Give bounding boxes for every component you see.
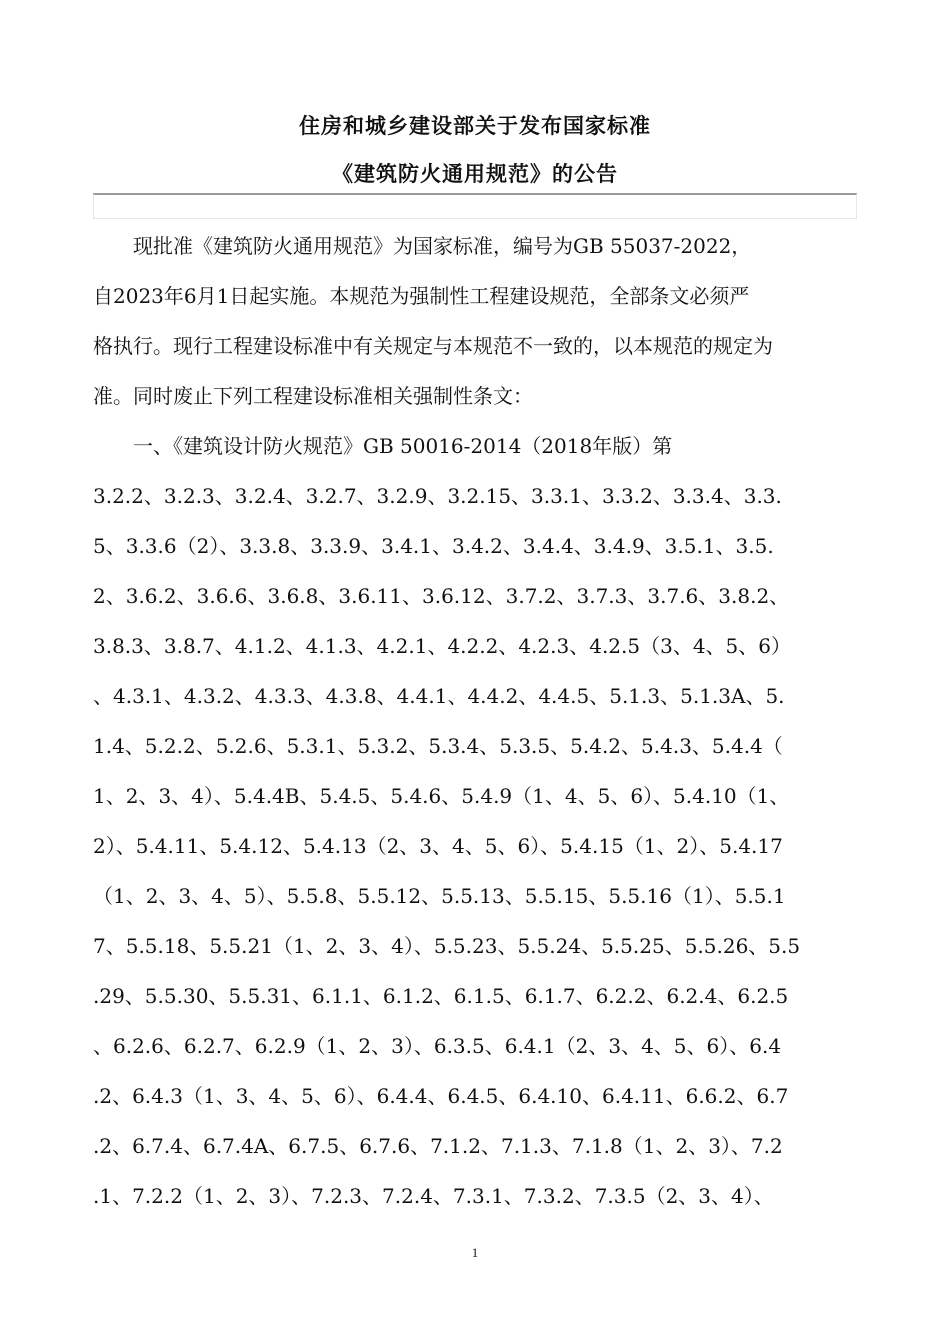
announcement-title-line-1: 住房和城乡建设部关于发布国家标准: [299, 114, 651, 138]
body-text-line: 1、2、3、4）、5.4.4B、5.4.5、5.4.6、5.4.9（1、4、5、6）、5.4.10（1、: [93, 784, 790, 808]
body-text-line: 2）、5.4.11、5.4.12、5.4.13（2、3、4、5、6）、5.4.15（1、2）、5.4.17: [93, 834, 783, 858]
body-text-line: 5、3.3.6（2）、3.3.8、3.3.9、3.4.1、3.4.2、3.4.4、3.4.9、3.5.1、3.5.: [93, 534, 774, 558]
body-text-line: 1.4、5.2.2、5.2.6、5.3.1、5.3.2、5.3.4、5.3.5、5.4.2、5.4.3、5.4.4（: [93, 734, 783, 758]
body-text-line: 准。同时废止下列工程建设标准相关强制性条文：: [93, 384, 533, 408]
header-box: [93, 194, 857, 219]
body-text-line: .2、6.4.3（1、3、4、5、6）、6.4.4、6.4.5、6.4.10、6.4.11、6.6.2、6.7: [93, 1084, 789, 1108]
announcement-title-line-2: 《建筑防火通用规范》的公告: [332, 162, 618, 186]
body-text-line: （1、2、3、4、5）、5.5.8、5.5.12、5.5.13、5.5.15、5.5.16（1）、5.5.1: [93, 884, 786, 908]
body-text-line: 自2023年6月1日起实施。本规范为强制性工程建设规范，全部条文必须严: [93, 284, 750, 308]
body-text-line: 3.2.2、3.2.3、3.2.4、3.2.7、3.2.9、3.2.15、3.3.1、3.3.2、3.3.4、3.3.: [93, 484, 782, 508]
page-number: 1: [471, 1245, 479, 1260]
body-text-line: 、4.3.1、4.3.2、4.3.3、4.3.8、4.4.1、4.4.2、4.4.5、5.1.3、5.1.3A、5.: [93, 684, 785, 708]
body-text-line: .1、7.2.2（1、2、3）、7.2.3、7.2.4、7.3.1、7.3.2、7.3.5（2、3、4）、: [93, 1184, 774, 1208]
body-text-line: 3.8.3、3.8.7、4.1.2、4.1.3、4.2.1、4.2.2、4.2.3、4.2.5（3、4、5、6）: [93, 634, 792, 658]
body-text-line: 7、5.5.18、5.5.21（1、2、3、4）、5.5.23、5.5.24、5.5.25、5.5.26、5.5: [93, 934, 801, 958]
body-text-line: 一、《建筑设计防火规范》GB 50016-2014（2018年版）第: [93, 434, 673, 458]
body-text-line: .2、6.7.4、6.7.4A、6.7.5、6.7.6、7.1.2、7.1.3、7.1.8（1、2、3）、7.2: [93, 1134, 783, 1158]
body-text-line: 格执行。现行工程建设标准中有关规定与本规范不一致的，以本规范的规定为: [93, 334, 773, 358]
body-text-line: 现批准《建筑防火通用规范》为国家标准，编号为GB 55037-2022，: [93, 234, 752, 258]
body-text-line: .29、5.5.30、5.5.31、6.1.1、6.1.2、6.1.5、6.1.7、6.2.2、6.2.4、6.2.5: [93, 984, 789, 1008]
body-text-line: 、6.2.6、6.2.7、6.2.9（1、2、3）、6.3.5、6.4.1（2、3、4、5、6）、6.4: [93, 1034, 782, 1058]
body-text-line: 2、3.6.2、3.6.6、3.6.8、3.6.11、3.6.12、3.7.2、3.7.3、3.7.6、3.8.2、: [93, 584, 790, 608]
